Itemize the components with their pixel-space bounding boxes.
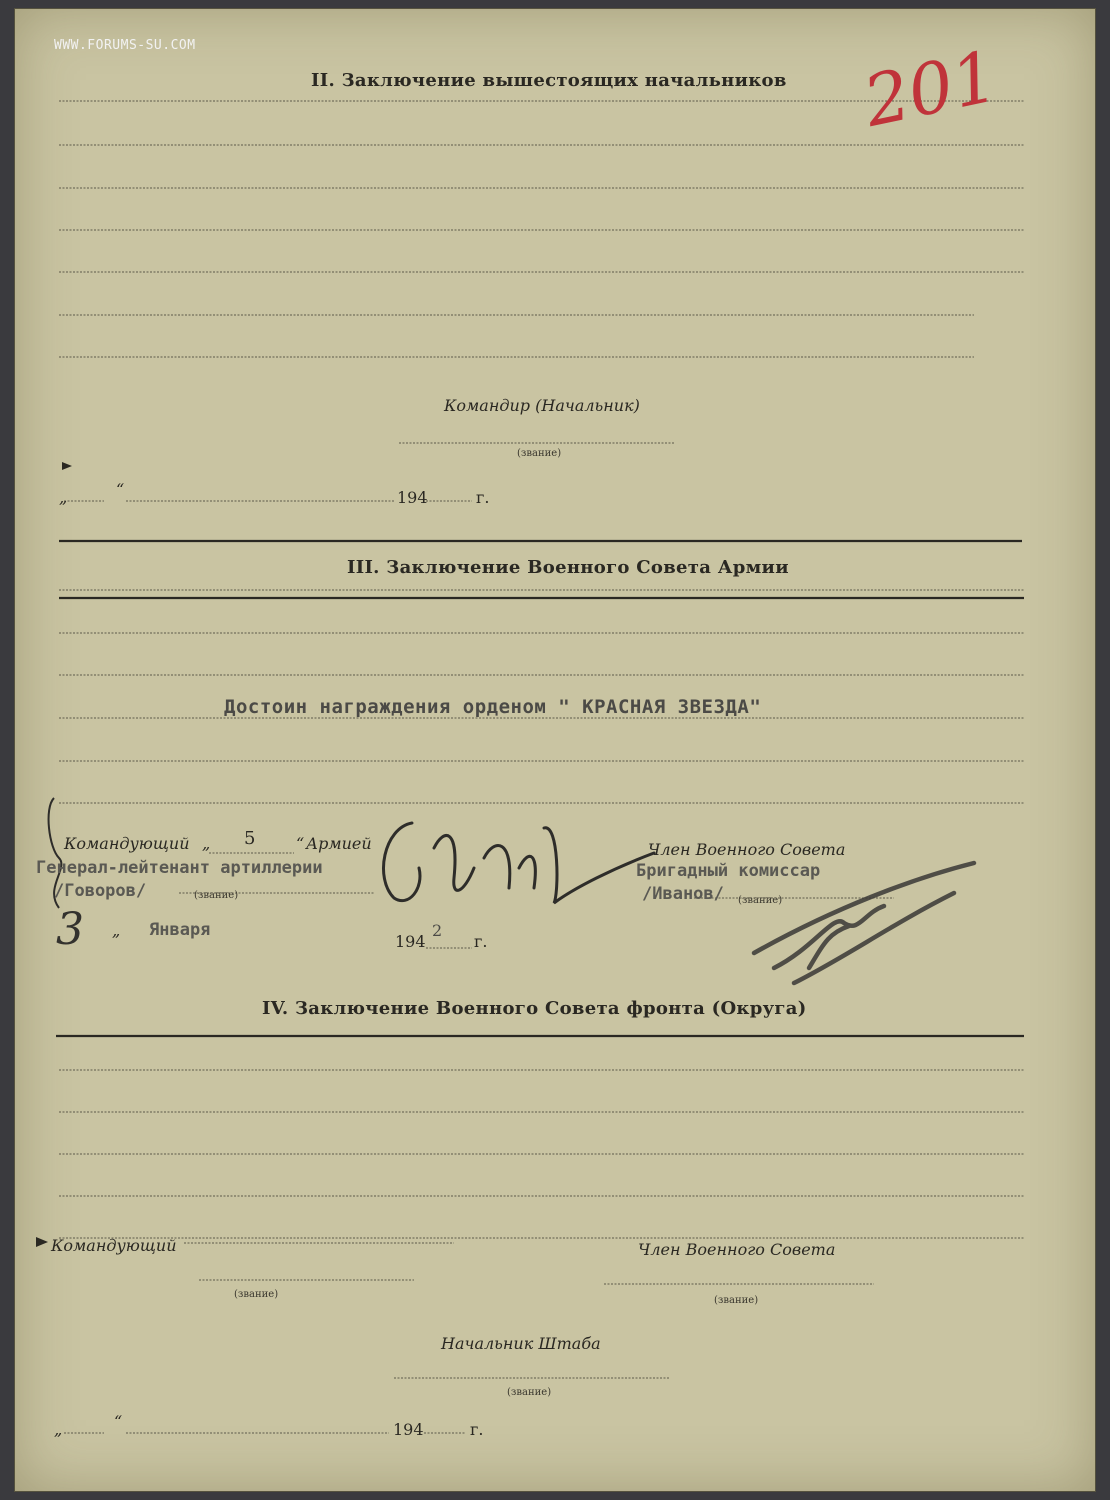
year-prefix: 194 <box>393 1420 424 1439</box>
army-commander-label: Командующий <box>64 834 190 853</box>
commander-name-typed: /Говоров/ <box>54 881 147 901</box>
typed-conclusion: Достоин награждения орденом " КРАСНАЯ ЗВЕЗДА" <box>224 696 762 718</box>
rank-caption: (звание) <box>517 448 562 459</box>
front-member-label: Член Военного Совета <box>638 1240 836 1259</box>
year-prefix: 194 <box>397 488 428 507</box>
army-commander-signature <box>384 823 654 903</box>
date-day-handwritten: 3 <box>56 904 84 955</box>
rank-caption: (звание) <box>507 1387 552 1398</box>
year-suffix: г. <box>474 932 488 951</box>
year-suffix: г. <box>470 1420 484 1439</box>
year-prefix: 194 <box>395 932 426 951</box>
chief-of-staff-label: Начальник Штаба <box>441 1334 601 1353</box>
army-number: 5 <box>244 828 256 849</box>
member-rank-typed: Бригадный комиссар <box>636 861 821 881</box>
page-number-handwritten: 201 <box>856 35 1005 143</box>
rank-caption: (звание) <box>234 1289 279 1300</box>
rank-caption: (звание) <box>714 1295 759 1306</box>
date-month-typed: Января <box>149 920 211 940</box>
watermark: WWW.FORUMS-SU.COM <box>54 38 196 53</box>
member-name-typed: /Иванов/ <box>642 884 724 904</box>
handwriting-layer <box>14 8 1096 1492</box>
front-commander-label: Командующий <box>51 1236 177 1255</box>
date-close-quote: “ <box>114 1412 123 1431</box>
rank-caption: (звание) <box>194 890 239 901</box>
date-close-quote: “ <box>116 480 125 499</box>
hole-punch-marks <box>36 462 72 1247</box>
military-council-member-label: Член Военного Совета <box>648 840 846 859</box>
section-4-heading: IV. Заключение Военного Совета фронта (Округа) <box>262 998 807 1019</box>
section-2-heading: II. Заключение вышестоящих начальников <box>311 70 787 91</box>
army-number-close-quote: “ <box>296 834 305 853</box>
army-label: Армией <box>306 834 372 853</box>
rank-caption: (звание) <box>738 895 783 906</box>
date-open-quote: „ <box>112 921 121 940</box>
year-digit-typed: 2 <box>432 921 443 940</box>
section-3-heading: III. Заключение Военного Совета Армии <box>347 557 789 578</box>
year-suffix: г. <box>476 488 490 507</box>
document-page <box>14 8 1096 1492</box>
member-signature <box>754 863 974 983</box>
commander-rank-typed: Генерал-лейтенант артиллерии <box>36 858 323 878</box>
date-open-quote: „ <box>54 1420 63 1439</box>
date-open-quote: „ <box>59 488 68 507</box>
section-2-commander-label: Командир (Начальник) <box>444 396 640 415</box>
army-number-open-quote: „ <box>202 834 211 853</box>
